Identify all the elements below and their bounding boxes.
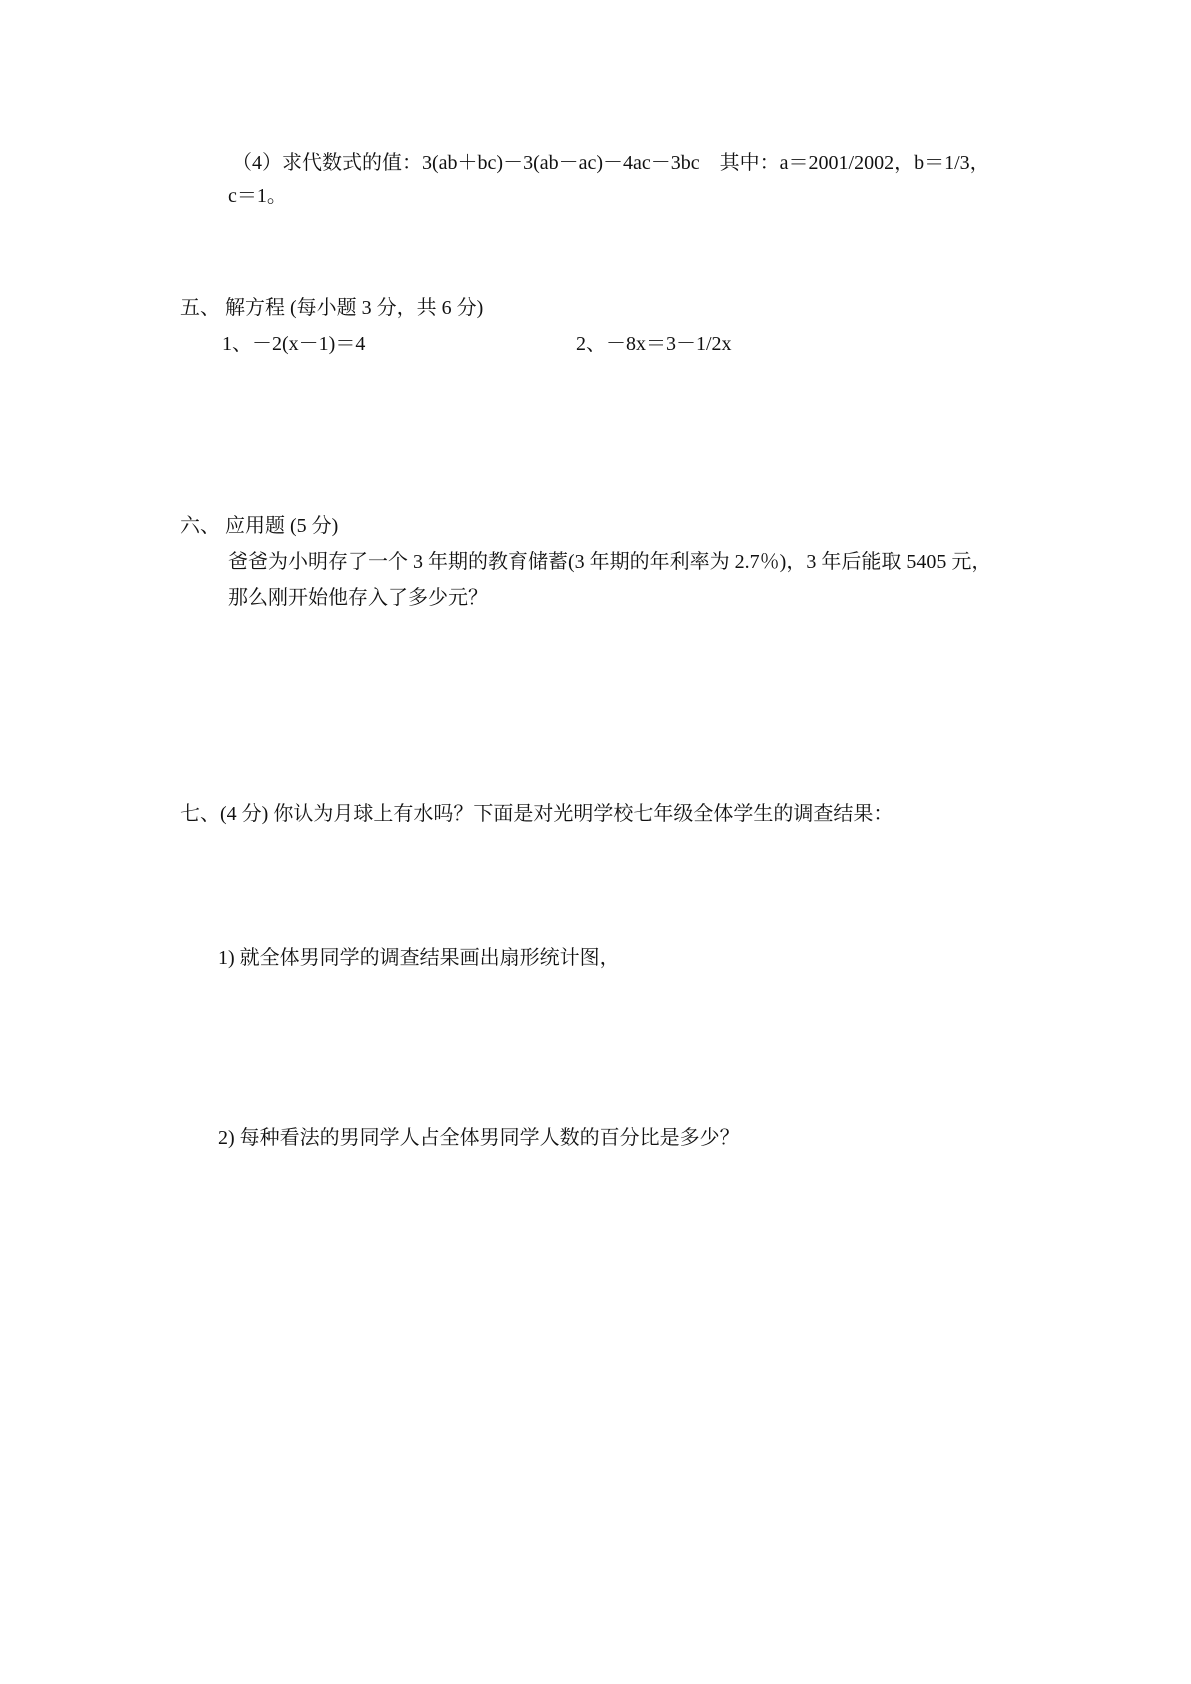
question-4-4-line1: （4）求代数式的值：3(ab＋bc)－3(ab－ac)－4ac－3bc 其中：a＝2001/2002，b＝1/3， — [232, 152, 990, 174]
section-5-heading: 五、 解方程 (每小题 3 分，共 6 分) — [180, 297, 484, 319]
section-6-problem-line1: 爸爸为小明存了一个 3 年期的教育储蓄(3 年期的年利率为 2.7％)，3 年后能取 5405 元， — [228, 551, 992, 573]
section-5-equation-2: 2、－8x＝3－1/2x — [576, 333, 732, 355]
question-4-4-line2: c＝1。 — [228, 185, 287, 207]
section-6-heading: 六、 应用题 (5 分) — [180, 515, 339, 537]
section-7-heading: 七、(4 分) 你认为月球上有水吗？下面是对光明学校七年级全体学生的调查结果： — [180, 803, 894, 825]
section-7-question-1: 1) 就全体男同学的调查结果画出扇形统计图， — [218, 947, 620, 969]
section-7-question-2: 2) 每种看法的男同学人占全体男同学人数的百分比是多少？ — [218, 1127, 740, 1149]
section-6-problem-line2: 那么刚开始他存入了多少元？ — [228, 587, 488, 609]
section-5-equation-1: 1、－2(x－1)＝4 — [222, 333, 366, 355]
